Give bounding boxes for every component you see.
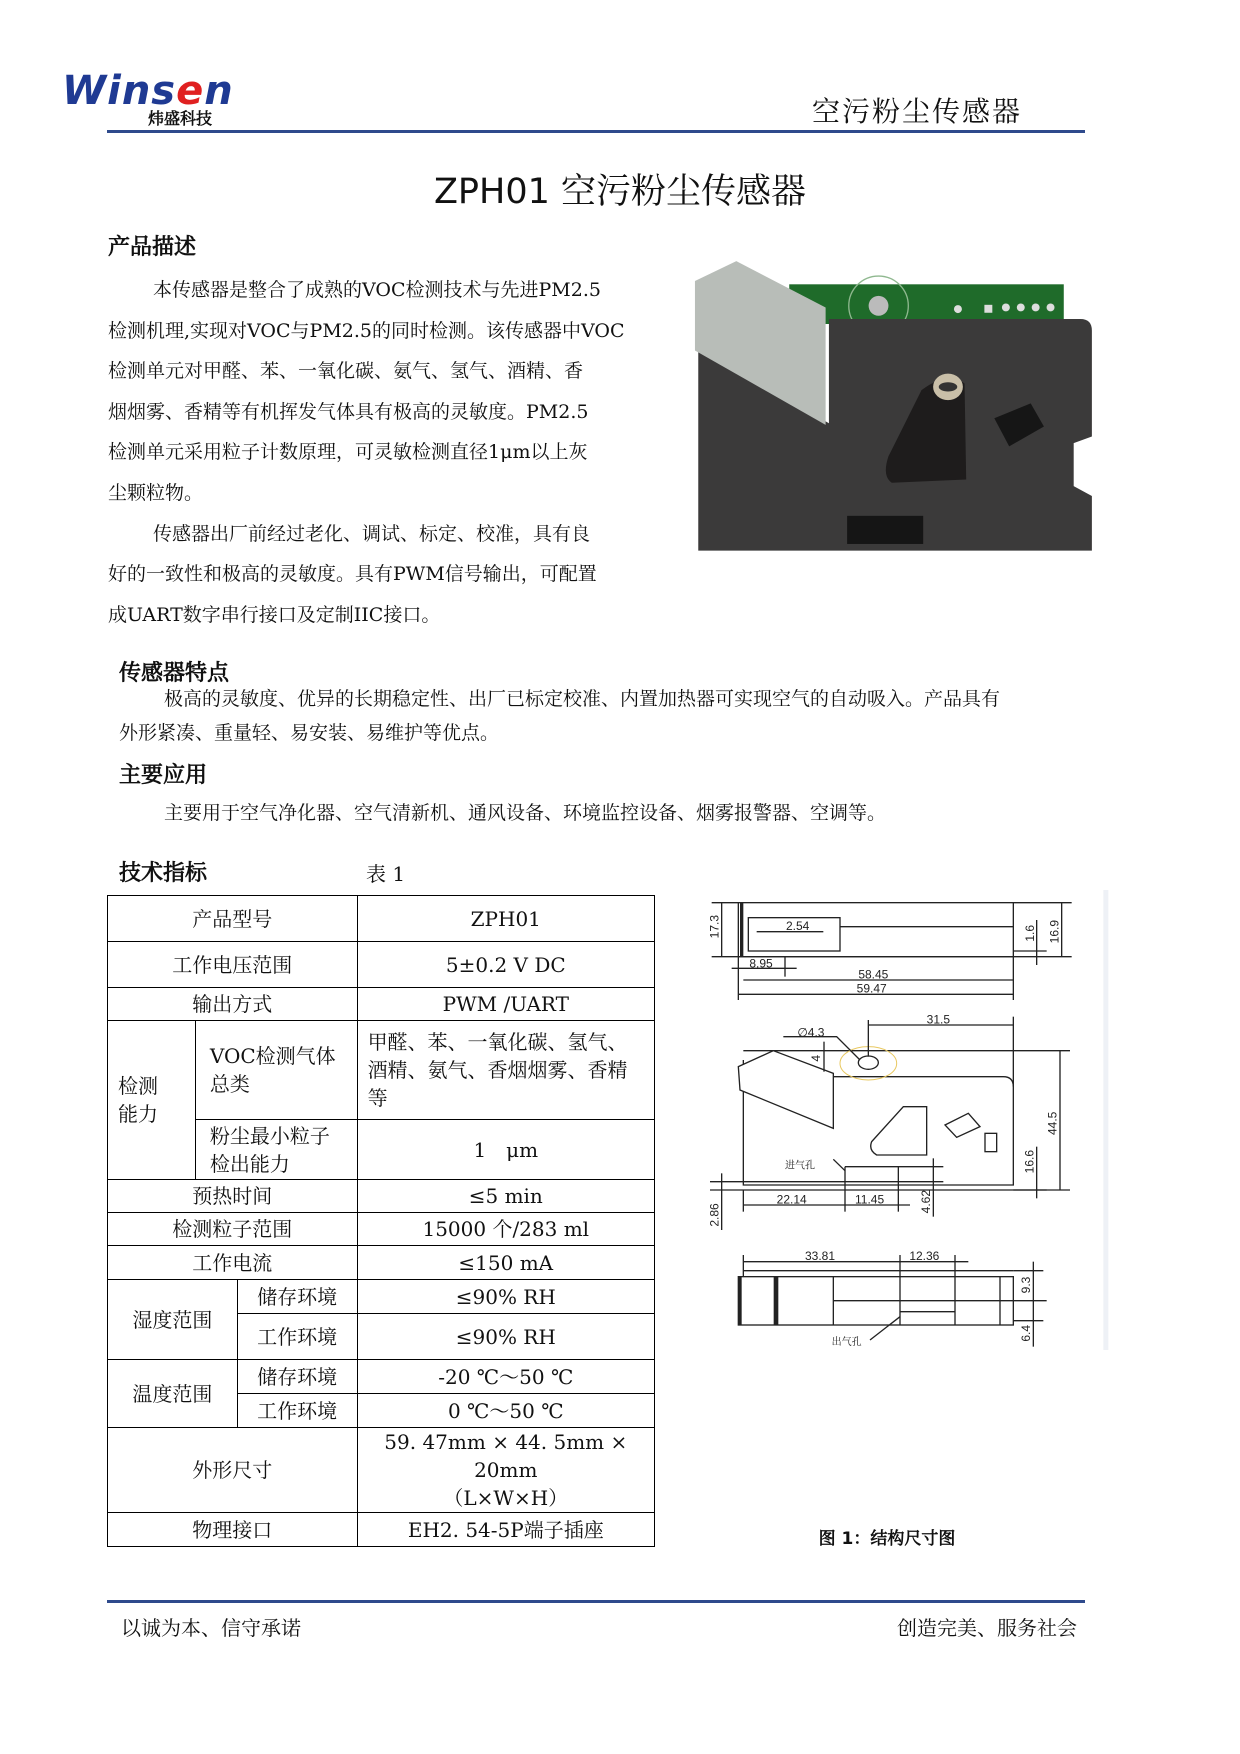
dim-label: 22.14	[776, 1192, 807, 1207]
table-label: 表 1	[366, 862, 406, 886]
logo-subtitle: 炜盛科技	[148, 109, 213, 128]
dim-label: 44.5	[1045, 1111, 1060, 1135]
table-row: 输出方式 PWM /UART	[108, 988, 655, 1021]
winsen-logo: Winsen	[62, 68, 234, 114]
size-note: （L×W×H）	[443, 1486, 569, 1510]
inlet-label: 进气孔	[785, 1160, 815, 1172]
footer-rule	[107, 1600, 1085, 1603]
applications-heading: 主要应用	[119, 763, 208, 788]
dim-label: 6.4	[1019, 1324, 1033, 1342]
figure-caption: 图 1：结构尺寸图	[818, 1529, 956, 1549]
table-row: 检测能力 VOC检测气体总类 甲醛、苯、一氧化碳、氢气、酒精、氨气、香烟烟雾、香精等	[108, 1021, 655, 1120]
dim-label: 59.47	[856, 981, 887, 996]
footer-right: 创造完美、服务社会	[897, 1616, 1077, 1640]
text-line: 外形紧凑、重量轻、易安装、易维护等优点。	[119, 722, 500, 744]
features-heading: 传感器特点	[119, 661, 230, 686]
dim-label: 9.3	[1019, 1276, 1033, 1294]
description-text	[108, 270, 663, 635]
dim-label: 4	[809, 1054, 823, 1062]
text-line: 检测机理,实现对VOC与PM2.5的同时检测。该传感器中VOC	[108, 319, 625, 342]
table-row: 粉尘最小粒子检出能力 1 μm	[108, 1120, 655, 1180]
text-line: 检测单元采用粒子计数原理，可灵敏检测直径1μm以上灰	[108, 441, 588, 464]
text-line: 检测单元对甲醛、苯、一氧化碳、氨气、氢气、酒精、香	[108, 360, 584, 383]
dim-label: 1.6	[1023, 924, 1037, 942]
size-value: 59. 47mm × 44. 5mm × 20mm	[384, 1430, 628, 1482]
dim-label: 16.9	[1047, 919, 1062, 944]
dim-label: 8.95	[749, 956, 773, 971]
text-line: 传感器出厂前经过老化、调试、标定、校准，具有良	[153, 522, 591, 545]
text-line: 尘颗粒物。	[108, 481, 204, 504]
dim-label: 17.3	[707, 914, 722, 939]
table-row: 检测粒子范围 15000 个/283 ml	[108, 1213, 655, 1246]
dim-label: 2.86	[707, 1203, 722, 1227]
dim-label: 12.36	[909, 1249, 940, 1263]
dimension-drawing	[670, 880, 1130, 1400]
table-row: 工作电压范围 5±0.2 V DC	[108, 942, 655, 988]
table-row: 外形尺寸 59. 47mm × 44. 5mm × 20mm （L×W×H）	[108, 1428, 655, 1513]
dim-label: ∅4.3	[797, 1025, 825, 1040]
table-row: 产品型号 ZPH01	[108, 896, 655, 942]
table-row: 工作环境 ≤90% RH	[108, 1314, 655, 1360]
table-row: 工作环境 0 ℃～50 ℃	[108, 1394, 655, 1428]
table-row: 物理接口 EH2. 54-5P端子插座	[108, 1513, 655, 1547]
applications-text: 主要用于空气净化器、空气清新机、通风设备、环境监控设备、烟雾报警器、空调等。	[164, 802, 887, 824]
footer-left: 以诚为本、信守承诺	[121, 1616, 301, 1640]
text-line: 本传感器是整合了成熟的VOC检测技术与先进PM2.5	[153, 279, 601, 301]
description-heading: 产品描述	[108, 235, 197, 260]
text-line: 好的一致性和极高的灵敏度。具有PWM信号输出，可配置	[108, 563, 597, 586]
text-line: 极高的灵敏度、优异的长期稳定性、出厂已标定校准、内置加热器可实现空气的自动吸入。产品具有	[164, 688, 1001, 710]
outlet-slot	[847, 516, 923, 544]
header-rule	[107, 130, 1085, 133]
specs-table	[107, 895, 655, 1547]
sensor-photo	[690, 250, 1120, 570]
specs-heading: 技术指标	[119, 861, 208, 886]
header-category: 空污粉尘传感器	[812, 95, 1023, 128]
dim-label: 4.62	[919, 1189, 933, 1214]
dim-label: 58.45	[858, 967, 889, 982]
dim-label: 11.45	[855, 1192, 885, 1207]
page-title: ZPH01 空污粉尘传感器	[433, 172, 807, 212]
text-line: 成UART数字串行接口及定制IIC接口。	[108, 603, 441, 626]
features-text	[119, 682, 1000, 750]
table-row: 湿度范围 储存环境 ≤90% RH	[108, 1280, 655, 1314]
table-row: 预热时间 ≤5 min	[108, 1180, 655, 1213]
dim-label: 31.5	[926, 1012, 951, 1027]
table-row: 温度范围 储存环境 -20 ℃～50 ℃	[108, 1360, 655, 1394]
outlet-label: 出气孔	[831, 1337, 862, 1348]
table-row: 工作电流 ≤150 mA	[108, 1246, 655, 1280]
dim-label: 16.6	[1022, 1149, 1037, 1174]
text-line: 烟烟雾、香精等有机挥发气体具有极高的灵敏度。PM2.5	[108, 400, 589, 423]
dim-label: 2.54	[786, 919, 810, 933]
dim-label: 33.81	[805, 1249, 836, 1263]
